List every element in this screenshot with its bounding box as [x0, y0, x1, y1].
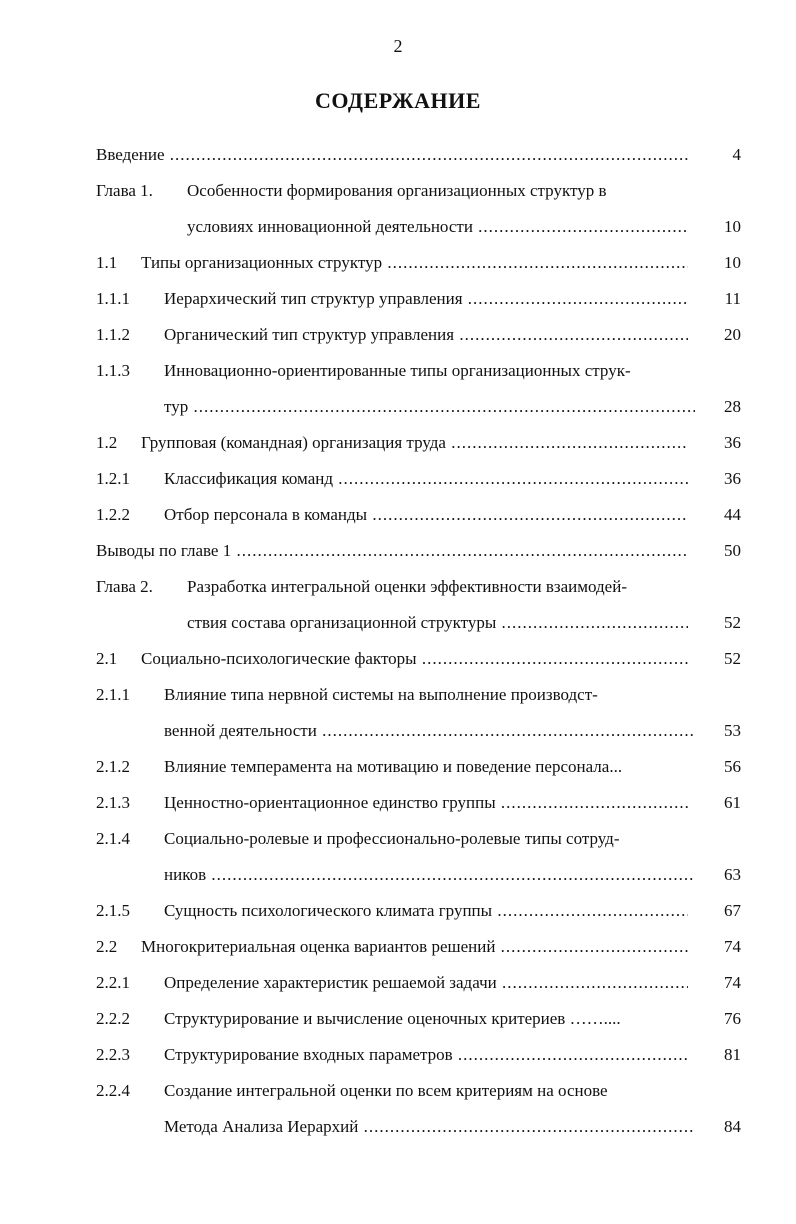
toc-entry-chapter-2-continued[interactable]: [96, 605, 741, 641]
toc-entry-number: 1.1.3: [96, 361, 130, 380]
toc-entry-title: Создание интегральной оценки по всем критериям на основе: [164, 1081, 608, 1100]
toc-entry-title: Влияние типа нервной системы на выполнение производст-: [164, 685, 598, 704]
toc-entry-page: 20: [724, 325, 741, 344]
toc-entry-page: 11: [724, 289, 741, 308]
toc-entry-page: 74: [724, 937, 741, 956]
toc-entry-title: Многокритериальная оценка вариантов решений .....: [141, 929, 688, 965]
toc-entry-number: 1.2.2: [96, 505, 130, 524]
toc-entry-title: Сущность психологического климата группы .....: [164, 893, 688, 929]
toc-entry-title: ствия состава организационной структуры .....: [187, 605, 688, 641]
toc-entry-title: Классификация команд .....: [164, 461, 688, 497]
toc-entry-page: 28: [724, 397, 741, 416]
toc-entry-chapter-1[interactable]: [96, 173, 741, 209]
toc-entry-number: 1.1.1: [96, 289, 130, 308]
toc-entry-title: Социально-ролевые и профессионально-ролевые типы сотруд-: [164, 829, 620, 848]
toc-entry-title: Введение .....: [96, 137, 688, 173]
toc-entry-number: 2.1.1: [96, 685, 130, 704]
toc-entry-number: 1.2: [96, 433, 118, 452]
toc-entry-title: Структурирование входных параметров .....: [164, 1037, 688, 1073]
toc-entry-page: 81: [724, 1045, 741, 1064]
toc-entry-page: 52: [724, 613, 741, 632]
toc-entry-2-2-4-continued[interactable]: [96, 1109, 741, 1145]
toc-entry-number: 2.2.4: [96, 1081, 130, 1100]
toc-entry-2-1-2[interactable]: [96, 749, 741, 785]
toc-entry-title: Типы организационных структур .....: [141, 245, 688, 281]
toc-entry-title: Разработка интегральной оценки эффективности взаимодей-: [187, 577, 627, 596]
toc-entry-page: 44: [724, 505, 741, 524]
toc-entry-number: Глава 1.: [96, 181, 153, 200]
toc-entry-title: Социально-психологические факторы .....: [141, 641, 688, 677]
toc-entry-title: Групповая (командная) организация труда .....: [141, 425, 688, 461]
toc-entry-page: 10: [724, 217, 741, 236]
toc-entry-1-1-3-continued[interactable]: [96, 389, 741, 425]
toc-entry-page: 36: [724, 469, 741, 488]
toc-entry-title: Структурирование и вычисление оценочных критериев ……....: [164, 1009, 621, 1028]
toc-entry-2-2-4[interactable]: [96, 1073, 741, 1109]
toc-entry-2-2-3[interactable]: [96, 1037, 741, 1073]
toc-entry-number: 2.1.4: [96, 829, 130, 848]
toc-entry-title: условиях инновационной деятельности .....: [187, 209, 688, 245]
toc-entry-page: 67: [724, 901, 741, 920]
toc-entry-title: Органический тип структур управления .....: [164, 317, 688, 353]
toc-entry-title: Отбор персонала в команды .....: [164, 497, 688, 533]
toc-entry-title: Определение характеристик решаемой задачи .....: [164, 965, 688, 1001]
toc-entry-number: 2.2: [96, 937, 118, 956]
toc-entry-2-1-5[interactable]: [96, 893, 741, 929]
toc-entry-page: 84: [724, 1117, 741, 1136]
toc-entry-2-1-4-continued[interactable]: [96, 857, 741, 893]
toc-entry-1-1-2[interactable]: [96, 317, 741, 353]
toc-entry-2-2-1[interactable]: [96, 965, 741, 1001]
toc-entry-2-2[interactable]: [96, 929, 741, 965]
toc-entry-title: Инновационно-ориентированные типы организационных струк-: [164, 361, 631, 380]
toc-entry-title: Влияние темперамента на мотивацию и поведение персонала...: [164, 757, 623, 776]
toc-entry-1-1-1[interactable]: [96, 281, 741, 317]
toc-entry-title: ников .....: [164, 857, 695, 893]
toc-entry-number: 1.1.2: [96, 325, 130, 344]
toc-entry-2-2-2[interactable]: [96, 1001, 741, 1037]
toc-entry-number: 2.2.3: [96, 1045, 130, 1064]
toc-entry-page: 63: [724, 865, 741, 884]
toc-entry-2-1-3[interactable]: [96, 785, 741, 821]
toc-entry-title: Иерархический тип структур управления .....: [164, 281, 688, 317]
toc-entry-1-1-3[interactable]: [96, 353, 741, 389]
toc-entry-title: Метода Анализа Иерархий .....: [164, 1109, 695, 1145]
toc-entry-chapter-1-continued[interactable]: [96, 209, 741, 245]
toc-entry-title: Особенности формирования организационных структур в: [187, 181, 607, 200]
toc-entry-page: 61: [724, 793, 741, 812]
toc-entry-number: 1.1: [96, 253, 118, 272]
toc-entry-2-1-4[interactable]: [96, 821, 741, 857]
toc-entry-number: 1.2.1: [96, 469, 130, 488]
toc-entry-page: 4: [732, 145, 741, 164]
toc-entry-chapter-2[interactable]: [96, 569, 741, 605]
toc-entry-number: 2.1.2: [96, 757, 130, 776]
toc-entry-1-2-1[interactable]: [96, 461, 741, 497]
toc-entry-page: 76: [724, 1009, 741, 1028]
toc-entry-chapter-1-conclusions[interactable]: [96, 533, 741, 569]
toc-entry-1-1[interactable]: [96, 245, 741, 281]
toc-title: СОДЕРЖАНИЕ: [315, 88, 481, 113]
toc-entry-page: 50: [724, 541, 741, 560]
toc-entry-page: 10: [724, 253, 741, 272]
toc-entry-introduction[interactable]: [96, 137, 741, 173]
toc-entry-2-1-1[interactable]: [96, 677, 741, 713]
toc-entry-page: 74: [724, 973, 741, 992]
toc-entry-title: Ценностно-ориентационное единство группы .....: [164, 785, 688, 821]
page-number: 2: [393, 36, 403, 56]
toc-entry-number: 2.2.2: [96, 1009, 130, 1028]
toc-entry-number: Глава 2.: [96, 577, 153, 596]
toc-entry-2-1[interactable]: [96, 641, 741, 677]
toc-entry-2-1-1-continued[interactable]: [96, 713, 741, 749]
toc-entry-number: 2.2.1: [96, 973, 130, 992]
toc-entry-page: 56: [724, 757, 741, 776]
toc-entry-page: 53: [724, 721, 741, 740]
toc-entry-title: венной деятельности .....: [164, 713, 695, 749]
toc-entry-title: Выводы по главе 1 .....: [96, 533, 688, 569]
table-of-contents: [96, 137, 741, 1145]
toc-entry-1-2[interactable]: [96, 425, 741, 461]
toc-entry-title: тур .....: [164, 389, 695, 425]
toc-entry-page: 52: [724, 649, 741, 668]
toc-entry-number: 2.1.5: [96, 901, 130, 920]
toc-entry-number: 2.1.3: [96, 793, 130, 812]
toc-entry-1-2-2[interactable]: [96, 497, 741, 533]
toc-entry-page: 36: [724, 433, 741, 452]
toc-entry-number: 2.1: [96, 649, 118, 668]
